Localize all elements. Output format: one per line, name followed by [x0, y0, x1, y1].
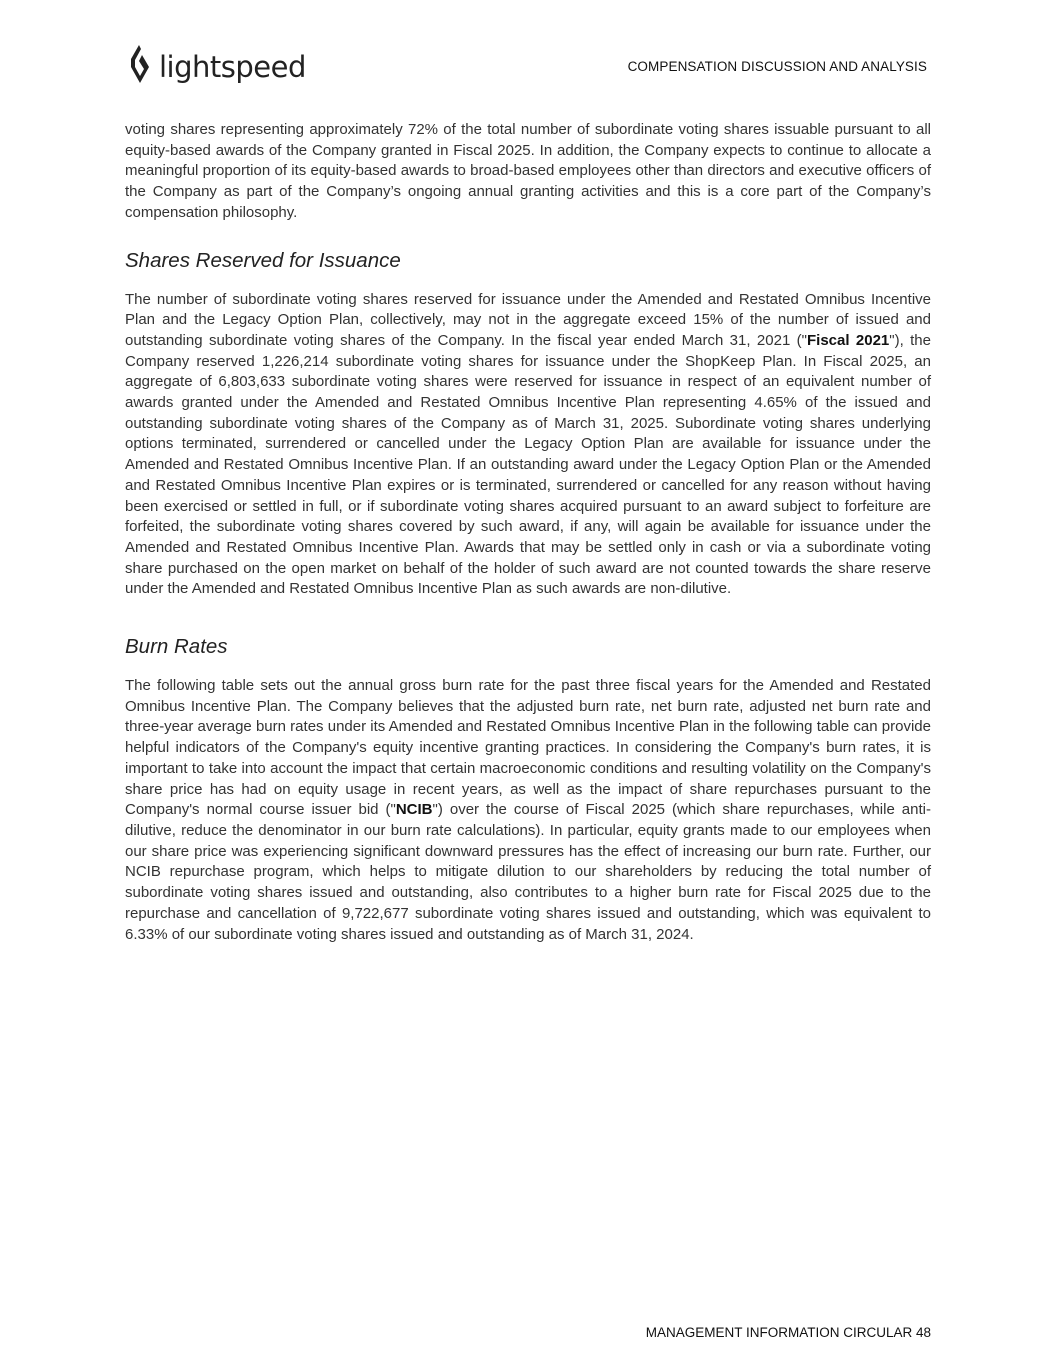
- paragraph-shares-reserved: [125, 290, 931, 601]
- text-segment: The number of subordinate voting shares reserved for issuance under the Amended and Restated Omnibus Incentive Plan and the Legacy Option Plan, collectively, may not in the aggregate exceed 15% of the number of issued and outstanding subordinate voting shares of the Company. In the fiscal year ended March 31, 2021 (": [125, 290, 931, 349]
- text-segment: ") over the course of Fiscal 2025 (which share repurchases, while anti-dilutive, reduce the denominator in our burn rate calculations). In particular, equity grants made to our employees when our share price was experiencing significant downward pressures has the effect of increasing our burn rate. Further, our NCIB repurchase program, which helps to mitigate dilution to our shareholders by reducing the total number of subordinate voting shares issued and outstanding, also contributes to a higher burn rate for Fiscal 2025 due to the repurchase and cancellation of 9,722,677 subordinate voting shares issued and outstanding, which was equivalent to 6.33% of our subordinate voting shares issued and outstanding as of March 31, 2024.: [125, 801, 931, 943]
- bold-term: Fiscal 2021: [806, 331, 890, 349]
- section-title: COMPENSATION DISCUSSION AND ANALYSIS: [627, 59, 927, 74]
- text-segment: The following table sets out the annual gross burn rate for the past three fiscal years for the Amended and Restated Omnibus Incentive Plan. The Company believes that the adjusted burn rate, net burn rate, adjusted net burn rate and three-year average burn rates under its Amended and Restated Omnibus Incentive Plan in the following table can provide helpful indicators of the Company's equity incentive granting practices. In considering the Company's burn rates, it is important to take into account the impact that certain macroeconomic conditions and resulting volatility on the Company's share price has had on equity usage in recent years, as well as the impact of share repurchases pursuant to the Company's normal course issuer bid (": [125, 677, 931, 819]
- page-footer: MANAGEMENT INFORMATION CIRCULAR 48: [645, 1325, 931, 1340]
- heading-burn-rates: Burn Rates: [125, 635, 228, 659]
- paragraph-burn-rates: [125, 676, 931, 945]
- flame-icon: [127, 43, 153, 90]
- heading-shares-reserved: Shares Reserved for Issuance: [125, 248, 401, 272]
- company-logo: [127, 43, 306, 90]
- document-body: [125, 120, 931, 945]
- bold-term: NCIB: [395, 801, 433, 819]
- paragraph-intro: voting shares representing approximately 72% of the total number of subordinate voting shares issuable pursuant to all equity-based awards of the Company granted in Fiscal 2025. In addition, the Company expects to continue to allocate a meaningful proportion of its equity-based awards to broad-based employees other than directors and executive officers of the Company as part of the Company’s ongoing annual granting activities and this is a core part of the Company’s compensation philosophy.: [125, 121, 931, 221]
- text-segment: "), the Company reserved 1,226,214 subordinate voting shares for issuance under the ShopKeep Plan. In Fiscal 2025, an aggregate of 6,803,633 subordinate voting shares were reserved for issuance in respect of an equivalent number of awards granted under the Amended and Restated Omnibus Incentive Plan representing 4.65% of the issued and outstanding subordinate voting shares of the Company as of March 31, 2025. Subordinate voting shares underlying options terminated, surrendered or cancelled under the Legacy Option Plan are available for issuance under the Amended and Restated Omnibus Incentive Plan. If an outstanding award under the Legacy Option Plan or the Amended and Restated Omnibus Incentive Plan expires or is terminated, surrendered or cancelled for any reason without having been exercised or settled in full, or if subordinate voting shares acquired pursuant to an award subject to forfeiture are forfeited, the subordinate voting shares covered by such award, if any, will again be available for issuance under the Amended and Restated Omnibus Incentive Plan. Awards that may be settled only in cash or via a subordinate voting share purchased on the open market on behalf of the holder of such award are not counted towards the share reserve under the Amended and Restated Omnibus Incentive Plan as such awards are non-dilutive.: [125, 331, 931, 598]
- logo-text: lightspeed: [159, 49, 306, 84]
